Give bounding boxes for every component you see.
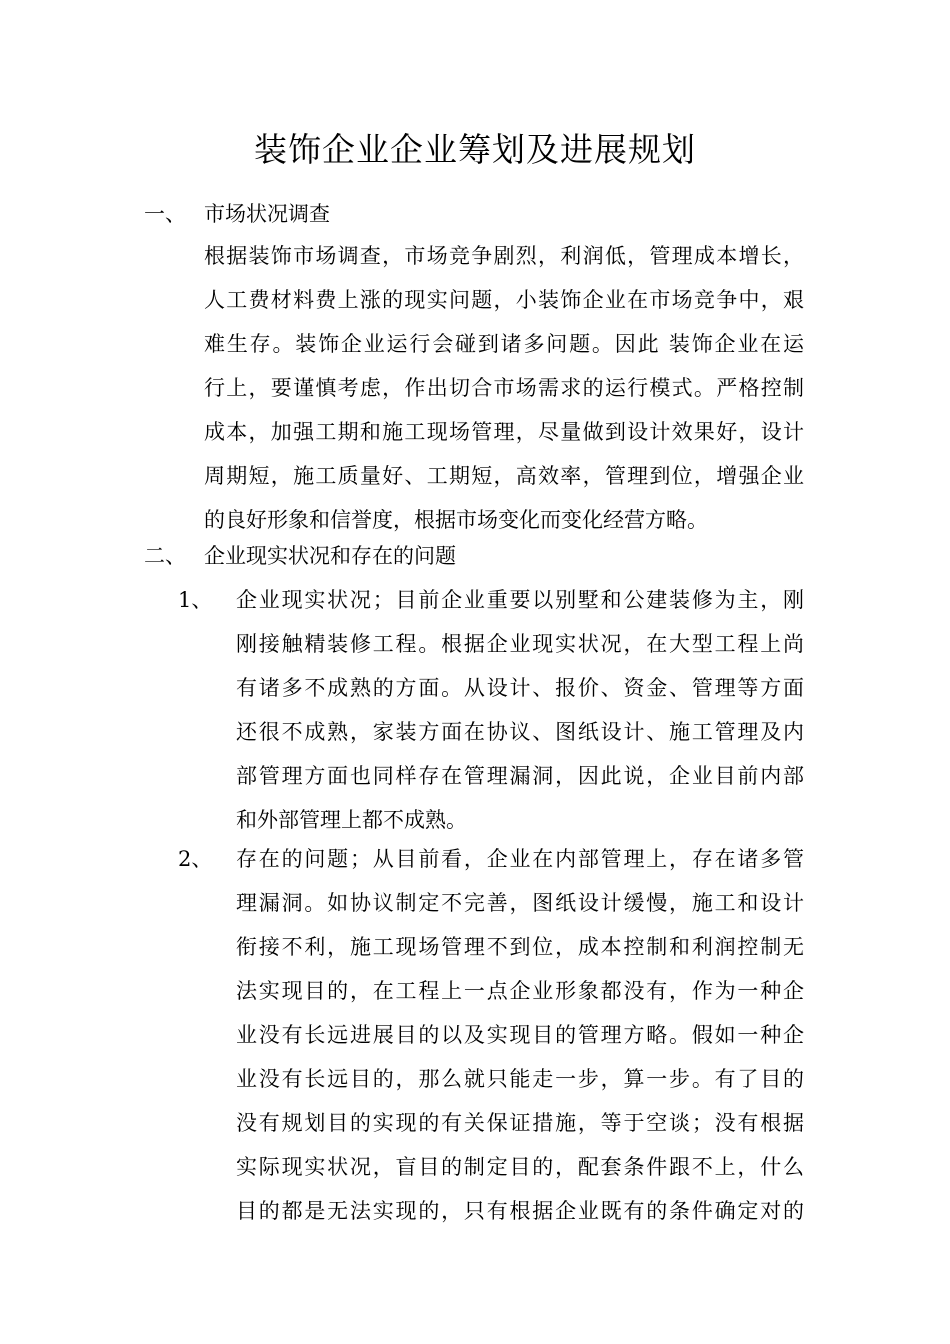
paragraph-line: 和外部管理上都不成熟。 (236, 808, 467, 832)
paragraph-line: 的良好形象和信誉度，根据市场变化而变化经营方略。 (204, 508, 708, 532)
paragraph-line: 周期短，施工质量好、工期短，高效率，管理到位，增强企业 (204, 464, 804, 488)
paragraph-line: 成本，加强工期和施工现场管理，尽量做到设计效果好，设计 (204, 420, 804, 444)
paragraph-line: 刚接触精装修工程。根据企业现实状况，在大型工程上尚 (236, 632, 804, 656)
item-2-number: 2、 (178, 847, 213, 871)
paragraph-line: 业没有长远目的，那么就只能走一步，算一步。有了目的 (236, 1067, 804, 1091)
paragraph-line: 法实现目的，在工程上一点企业形象都没有，作为一种企 (236, 979, 804, 1003)
paragraph-line: 有诸多不成熟的方面。从设计、报价、资金、管理等方面 (236, 676, 804, 700)
paragraph-line: 业没有长远进展目的以及实现目的管理方略。假如一种企 (236, 1023, 804, 1047)
section-2-heading (144, 541, 456, 571)
paragraph-line: 部管理方面也同样存在管理漏洞，因此说，企业目前内部 (236, 764, 804, 788)
section-1-title: 市场状况调查 (204, 202, 330, 226)
paragraph-line: 目的都是无法实现的，只有根据企业既有的条件确定对的 (236, 1199, 804, 1223)
paragraph-line: 还很不成熟，家装方面在协议、图纸设计、施工管理及内 (236, 720, 804, 744)
paragraph-line: 人工费材料费上涨的现实问题，小装饰企业在市场竞争中，艰 (204, 288, 804, 312)
document-title: 装饰企业企业筹划及进展规划 (254, 130, 696, 169)
item-1-number: 1、 (178, 588, 213, 612)
paragraph-line: 实际现实状况，盲目的制定目的，配套条件跟不上，什么 (236, 1155, 804, 1179)
item-2-paragraph (236, 837, 804, 1233)
paragraph-line: 衔接不利，施工现场管理不到位，成本控制和利润控制无 (236, 935, 804, 959)
section-2-number: 二、 (144, 544, 186, 568)
paragraph-line: 根据装饰市场调查，市场竞争剧烈，利润低，管理成本增长， (204, 244, 804, 268)
section-2-title: 企业现实状况和存在的问题 (204, 544, 456, 568)
section-1-number: 一、 (144, 202, 186, 226)
item-1-paragraph (236, 578, 804, 842)
paragraph-line: 企业现实状况；目前企业重要以别墅和公建装修为主，刚 (236, 588, 804, 612)
paragraph-line: 行上，要谨慎考虑，作出切合市场需求的运行模式。严格控制 (204, 376, 804, 400)
section-1-heading (144, 199, 330, 229)
paragraph-line: 难生存。装饰企业运行会碰到诸多问题。因此 装饰企业在运 (204, 332, 804, 356)
paragraph-line: 没有规划目的实现的有关保证措施，等于空谈；没有根据 (236, 1111, 804, 1135)
paragraph-line: 存在的问题；从目前看，企业在内部管理上，存在诸多管 (236, 847, 804, 871)
paragraph-line: 理漏洞。如协议制定不完善，图纸设计缓慢，施工和设计 (236, 891, 804, 915)
section-1-paragraph (204, 234, 804, 542)
